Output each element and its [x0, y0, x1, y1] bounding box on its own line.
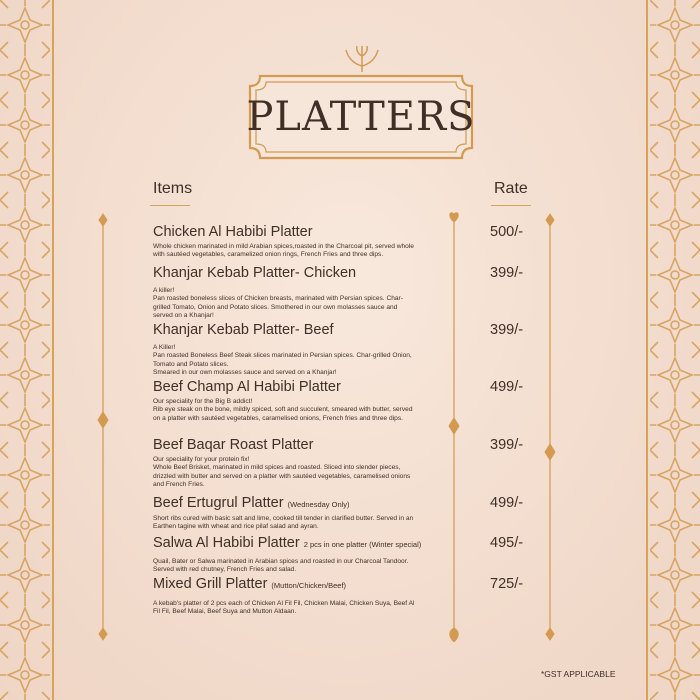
menu-item-beef-ertugrul — [153, 495, 443, 532]
item-description: A kebab's platter of 2 pcs each of Chicken Al Fil Fil, Chicken Malai, Chicken Suya, Beef Al Fil Fil, Beef Malai, Beef Suya and Mutton Aldaan. — [153, 600, 415, 616]
item-name: Khanjar Kebab Platter- Chicken — [153, 265, 357, 281]
center-vertical-divider — [447, 212, 461, 642]
left-vertical-divider — [96, 212, 110, 642]
items-column-header: Items — [153, 180, 193, 197]
item-price: 399/- — [490, 437, 524, 453]
right-vertical-divider — [543, 212, 557, 642]
item-description: A Killer! Pan roasted Boneless Beef Steak slices marinated in Persian spices. Char-grilled Onion, Tomato and Potato slices. Smeared in our own molasses sauce and served on a Khanjar! — [153, 344, 412, 377]
item-name: Khanjar Kebab Platter- Beef — [153, 322, 334, 338]
items-header-underline — [150, 205, 190, 206]
menu-item-mixed-grill — [153, 576, 443, 617]
left-ornamental-border — [0, 0, 50, 700]
gst-note: *GST APPLICABLE — [541, 669, 616, 679]
title-frame — [246, 72, 476, 162]
item-note: (Mutton/Chicken/Beef) — [271, 581, 347, 590]
item-name: Beef Champ Al Habibi Platter — [153, 379, 341, 395]
top-fleur-ornament — [340, 44, 384, 74]
item-note: 2 pcs in one platter (Winter special) — [303, 540, 422, 549]
item-description: Quail, Bater or Salwa marinated in Arabian spices and roasted in our Charcoal Tandoor. Served with red chutney, French Fries and salad. — [153, 558, 409, 574]
item-price: 500/- — [490, 224, 524, 240]
item-name: Beef Baqar Roast Platter — [153, 437, 314, 453]
left-border-line — [52, 0, 54, 700]
menu-item-khanjar-chicken — [153, 265, 443, 321]
item-price: 495/- — [490, 535, 524, 551]
menu-item-chicken-al-habibi — [153, 224, 443, 260]
item-price: 399/- — [490, 265, 524, 281]
item-description: A killer! Pan roasted boneless slices of Chicken breasts, marinated with Persian spices. Char-grilled Tomato, Onion and Potato slices. Smothered in our own molasses sauce and served on a Khanjar! — [153, 287, 403, 320]
item-name: Beef Ertugrul Platter (Wednesday Only) — [153, 495, 350, 511]
item-name: Salwa Al Habibi Platter 2 pcs in one platter (Winter special) — [153, 535, 422, 551]
menu-item-salwa-al-habibi — [153, 535, 443, 575]
item-description: Whole chicken marinated in mild Arabian spices,roasted in the Charcoal pit, served whole with sautéed vegetables, caramelized onion rings, French Fries and three dips. — [153, 243, 414, 259]
item-description: Short ribs cured with basic salt and lime, cooked till tender in clarified butter. Served in an Earthen tagine with wheat and rice pilaf salad and ayran. — [153, 515, 414, 531]
item-price: 499/- — [490, 495, 524, 511]
item-description: Our speciality for your protein fix! Whole Beef Brisket, marinated in mild spices and roasted. Sliced into slender pieces, drizzled with butter and served on a platter with sautéed vegetables, caramelised onions and French Fries. — [153, 456, 411, 489]
item-price: 499/- — [490, 379, 524, 395]
menu-item-khanjar-beef — [153, 322, 443, 378]
item-name: Chicken Al Habibi Platter — [153, 224, 313, 240]
rate-column-header: Rate — [494, 180, 528, 197]
item-note: (Wednesday Only) — [287, 500, 350, 509]
rate-header-underline — [491, 205, 531, 206]
page-title: PLATTERS — [246, 94, 476, 140]
right-border-line — [646, 0, 648, 700]
item-description: Our speciality for the Big B addict! Rib eye steak on the bone, mildly spiced, soft and succulent, smeared with butter, served on a platter with sautéed vegetables, caramelised onions, French fries and three dips. — [153, 398, 413, 422]
item-name: Mixed Grill Platter (Mutton/Chicken/Beef) — [153, 576, 347, 592]
item-price: 399/- — [490, 322, 524, 338]
menu-item-beef-baqar — [153, 437, 443, 490]
right-ornamental-border — [650, 0, 700, 700]
menu-item-beef-champ — [153, 379, 443, 423]
item-price: 725/- — [490, 576, 524, 592]
